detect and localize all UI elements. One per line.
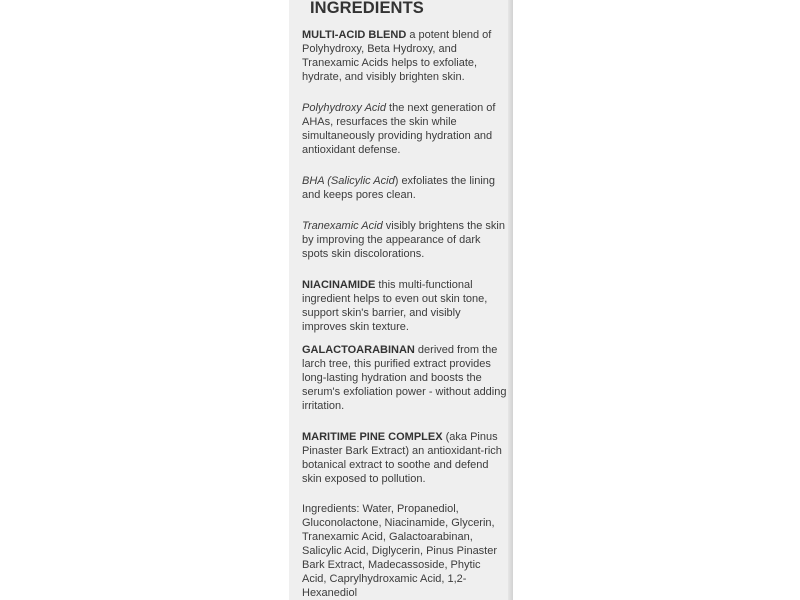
lead-galactoarabinan: GALACTOARABINAN <box>302 344 415 356</box>
body-niacinamide: this multi-functional ingredient helps to even out skin tone, support skin's barrier, and visibly improves skin texture. <box>302 279 488 333</box>
paragraph-polyhydroxy-acid <box>302 101 507 157</box>
body-multi-acid-blend: a potent blend of Polyhydroxy, Beta Hydroxy, and Tranexamic Acids helps to exfoliate, hydrate, and visibly brighten skin. <box>302 29 492 83</box>
body-maritime-pine-complex: (aka Pinus Pinaster Bark Extract) an antioxidant-rich botanical extract to soothe and defend skin exposed to pollution. <box>302 431 502 485</box>
body-tranexamic-acid: visibly brightens the skin by improving the appearance of dark spots skin discolorations. <box>302 220 505 260</box>
lead-polyhydroxy-acid: Polyhydroxy Acid <box>302 102 386 114</box>
lead-bha: BHA (Salicylic Acid <box>302 175 395 187</box>
body-galactoarabinan: derived from the larch tree, this purified extract provides long-lasting hydration and boosts the serum's exfoliation power - without adding irritation. <box>302 344 507 412</box>
paragraph-ingredients-list <box>302 502 507 600</box>
panel-edge-shadow <box>508 0 513 600</box>
body-ingredients-list: Ingredients: Water, Propanediol, Gluconolactone, Niacinamide, Glycerin, Tranexamic Acid, Galactoarabinan, Salicylic Acid, Diglycerin, Pinus Pinaster Bark Extract, Madecassoside, Phytic Acid, Caprylhydroxamic Acid, 1,2-Hexanediol <box>302 503 498 599</box>
paragraph-galactoarabinan <box>302 343 507 413</box>
paragraph-tranexamic-acid <box>302 219 507 261</box>
lead-niacinamide: NIACINAMIDE <box>302 279 376 291</box>
body-bha: ) exfoliates the lining and keeps pores clean. <box>302 175 495 201</box>
lead-multi-acid-blend: MULTI-ACID BLEND <box>302 29 407 41</box>
paragraph-bha <box>302 174 507 202</box>
paragraph-multi-acid-blend <box>302 28 507 84</box>
paragraph-niacinamide <box>302 278 507 334</box>
section-title: INGREDIENTS <box>310 0 424 17</box>
lead-maritime-pine-complex: MARITIME PINE COMPLEX <box>302 431 443 443</box>
body-polyhydroxy-acid: the next generation of AHAs, resurfaces the skin while simultaneously providing hydration and antioxidant defense. <box>302 102 496 156</box>
paragraph-maritime-pine-complex <box>302 430 507 486</box>
lead-tranexamic-acid: Tranexamic Acid <box>302 220 383 232</box>
